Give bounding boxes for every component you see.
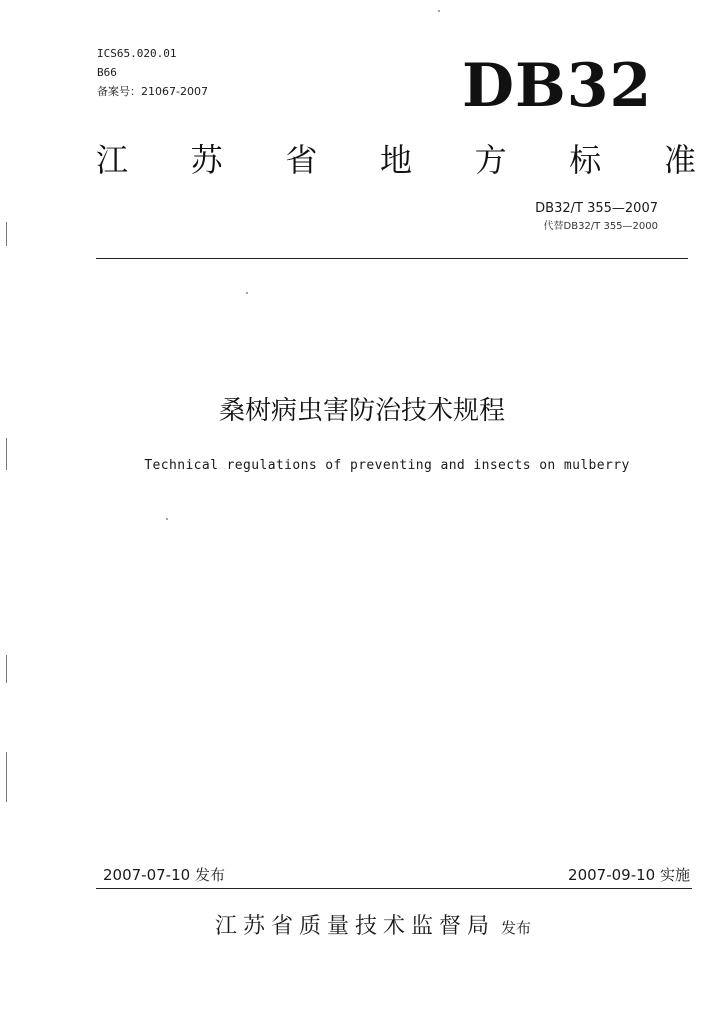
scan-edge-mark	[6, 222, 7, 246]
title-char: 江	[96, 141, 129, 179]
title-char: 准	[663, 141, 696, 179]
standard-code: DB32/T 355—2007	[535, 201, 658, 216]
implementation-date: 2007-09-10 实施	[568, 866, 690, 884]
db32-logo: DB32	[462, 51, 653, 121]
title-char: 地	[379, 141, 412, 179]
issue-date: 2007-07-10 发布	[103, 866, 225, 884]
header-divider	[96, 258, 688, 259]
record-number: 备案号：21067-2007	[97, 85, 208, 98]
document-title-chinese: 桑树病虫害防治技术规程	[218, 396, 505, 426]
scan-dot	[438, 10, 440, 12]
scan-dot	[166, 518, 168, 520]
scan-edge-mark	[6, 655, 7, 683]
issuer-suffix: 发布	[501, 919, 532, 937]
document-title-english: Technical regulations of preventing and insects on mulberry	[144, 458, 630, 473]
standard-type-title	[96, 140, 696, 180]
footer-divider	[96, 888, 692, 889]
replaces-standard: 代替DB32/T 355—2000	[543, 221, 658, 232]
title-char: 标	[569, 141, 602, 179]
issuer-block	[215, 912, 531, 943]
title-char: 苏	[190, 141, 223, 179]
title-char: 方	[474, 141, 507, 179]
ics-code: ICS65.020.01	[97, 47, 177, 60]
scan-dot	[246, 292, 248, 294]
ccs-code: B66	[97, 66, 117, 79]
issuer-name: 江苏省质量技术监督局	[215, 914, 496, 939]
scan-edge-mark	[6, 752, 7, 802]
title-char: 省	[285, 141, 318, 179]
